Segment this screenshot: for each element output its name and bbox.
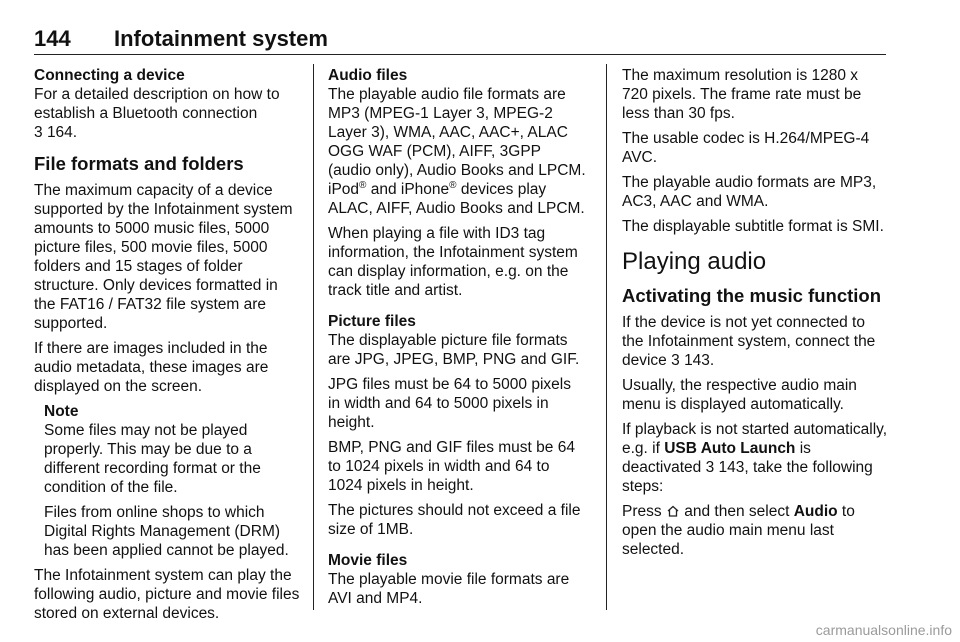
section-heading-activating: Activating the music function	[622, 285, 882, 306]
paragraph: BMP, PNG and GIF files must be 64 to 1024 pixels in width and 64 to 1024 pixels in height.	[328, 439, 575, 494]
paragraph: The playable movie file formats are AVI and MP4.	[328, 571, 570, 607]
page-reference[interactable]: 164.	[46, 124, 78, 141]
text: For a detailed description on how to establish a Bluetooth connection	[34, 86, 280, 122]
paragraph: The maximum capacity of a device supported by the Infotainment system amounts to 5000 music files, 5000 picture files, 500 movie files, 5000 folders and 15 stages of folder structure. Only devices formatted in the FAT16 / FAT32 file system are supported.	[34, 182, 293, 332]
text: and iPhone	[366, 181, 450, 198]
paragraph: The Infotainment system can play the following audio, picture and movie files stored on external devices.	[34, 567, 300, 622]
section-heading-connecting: Connecting a device	[34, 67, 185, 84]
registered-mark: ®	[359, 179, 367, 191]
paragraph	[34, 85, 300, 142]
note-title: Note	[44, 403, 79, 420]
text: If playback is not started automatically, e.g. if	[622, 421, 888, 457]
section-heading-audio-files: Audio files	[328, 67, 408, 84]
page-number: 144	[34, 26, 71, 51]
home-icon	[666, 504, 680, 518]
paragraph: The maximum resolution is 1280 x 720 pixels. The frame rate must be less than 30 fps.	[622, 67, 862, 122]
note-box	[34, 402, 300, 560]
page-reference[interactable]: 143.	[684, 352, 715, 369]
paragraph: The usable codec is H.264/MPEG-4 AVC.	[622, 130, 870, 166]
column-divider	[606, 64, 607, 610]
menu-term: USB Auto Launch	[664, 440, 796, 457]
text: The playable audio file formats are MP3 (MPEG-1 Layer 3, MPEG-2 Layer 3), WMA, AAC, AAC+, ALAC OGG WAF (PCM), AIFF, 3GPP (audio only), Audio Books and LPCM.	[328, 86, 586, 179]
paragraph: When playing a file with ID3 tag information, the Infotainment system can display information, e.g. on the track title and artist.	[328, 225, 578, 299]
paragraph	[622, 502, 888, 559]
column-3	[622, 66, 888, 565]
paragraph: JPG files must be 64 to 5000 pixels in width and 64 to 5000 pixels in height.	[328, 376, 571, 431]
reference-arrow-icon: 3	[671, 352, 680, 369]
menu-term: Audio	[793, 503, 838, 520]
page-header	[34, 26, 886, 55]
page-reference[interactable]: 143, take the following steps:	[622, 459, 873, 495]
text: iPod	[328, 181, 360, 198]
note-paragraph: Some files may not be played properly. This may be due to a different recording format or the condition of the file.	[44, 422, 261, 496]
paragraph: Usually, the respective audio main menu is displayed automatically.	[622, 377, 857, 413]
paragraph: If there are images included in the audio metadata, these images are displayed on the screen.	[34, 340, 269, 395]
text: and then select	[684, 503, 790, 520]
paragraph: The playable audio formats are MP3, AC3, AAC and WMA.	[622, 174, 877, 210]
chapter-heading-playing-audio: Playing audio	[622, 248, 767, 275]
registered-mark: ®	[449, 179, 457, 191]
text: If the device is not yet connected to the Infotainment system, connect the device	[622, 314, 876, 369]
section-heading-movie-files: Movie files	[328, 552, 408, 569]
text: to open the audio main menu last selected.	[622, 503, 855, 558]
text: is deactivated	[622, 440, 811, 476]
paragraph	[622, 420, 888, 496]
text: devices play ALAC, AIFF, Audio Books and LPCM.	[328, 181, 585, 217]
section-heading-file-formats: File formats and folders	[34, 153, 244, 174]
column-2	[328, 66, 586, 614]
page-title: Infotainment system	[114, 26, 328, 51]
paragraph: The displayable subtitle format is SMI.	[622, 218, 884, 235]
text: Press	[622, 503, 662, 520]
section-heading-picture-files: Picture files	[328, 313, 416, 330]
reference-arrow-icon: 3	[705, 459, 715, 476]
paragraph: The pictures should not exceed a file size of 1MB.	[328, 502, 581, 538]
note-paragraph: Files from online shops to which Digital Rights Management (DRM) has been applied cannot be played.	[44, 504, 289, 559]
paragraph: The displayable picture file formats are JPG, JPEG, BMP, PNG and GIF.	[328, 332, 580, 368]
paragraph	[622, 313, 888, 370]
paragraph	[328, 85, 586, 218]
column-1	[34, 66, 300, 629]
column-divider	[313, 64, 314, 610]
reference-arrow-icon: 3	[34, 124, 43, 141]
watermark: carmanualsonline.info	[815, 622, 952, 638]
